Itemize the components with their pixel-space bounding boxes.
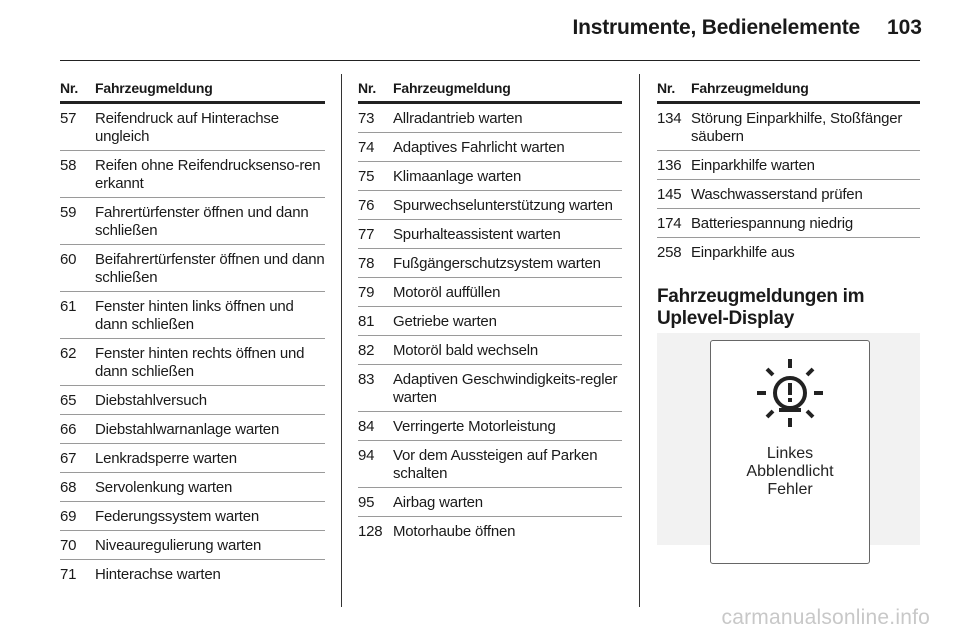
message-text: Einparkhilfe aus (691, 244, 795, 261)
message-text: Verringerte Motorleistung (393, 418, 556, 435)
message-row (60, 531, 325, 560)
message-row (60, 415, 325, 444)
message-number: 61 (60, 298, 77, 315)
message-text: Fußgängerschutzsystem warten (393, 255, 601, 272)
message-number: 134 (657, 110, 682, 127)
message-number: 74 (358, 139, 375, 156)
message-number: 58 (60, 157, 77, 174)
message-number: 67 (60, 450, 77, 467)
message-text: Allradantrieb warten (393, 110, 523, 127)
message-row (60, 473, 325, 502)
page-number: 103 (886, 16, 922, 39)
message-number: 258 (657, 244, 682, 261)
section-heading (657, 286, 920, 330)
message-row (358, 517, 622, 545)
message-text: Waschwasserstand prüfen (691, 186, 863, 203)
message-text: Motoröl bald wechseln (393, 342, 539, 359)
message-number: 84 (358, 418, 375, 435)
message-row (60, 104, 325, 151)
message-row (60, 502, 325, 531)
message-row (358, 191, 622, 220)
message-rows (358, 104, 622, 545)
message-text: Spurwechselunterstützung warten (393, 197, 613, 214)
message-row (358, 441, 622, 488)
message-text: Federungssystem warten (95, 508, 260, 525)
message-row (657, 238, 920, 266)
message-number: 65 (60, 392, 77, 409)
message-number: 66 (60, 421, 77, 438)
message-number: 68 (60, 479, 77, 496)
message-number: 136 (657, 157, 682, 174)
message-text: Spurhalteassistent warten (393, 226, 561, 243)
message-text: Servolenkung warten (95, 479, 233, 496)
message-number: 75 (358, 168, 375, 185)
message-text: Diebstahlwarnanlage warten (95, 421, 280, 438)
message-table-column-1 (60, 80, 325, 588)
display-message-line: Fehler (767, 481, 813, 498)
uplevel-display-illustration (657, 333, 920, 545)
message-text: Hinterachse warten (95, 566, 221, 583)
message-row (358, 133, 622, 162)
message-number: 145 (657, 186, 682, 203)
message-number: 128 (358, 523, 383, 540)
message-row (60, 444, 325, 473)
message-row (358, 220, 622, 249)
message-text: Klimaanlage warten (393, 168, 522, 185)
message-row (60, 386, 325, 415)
message-row (60, 560, 325, 588)
message-row (657, 209, 920, 238)
message-row (358, 336, 622, 365)
message-number: 62 (60, 345, 77, 362)
message-text: Diebstahlversuch (95, 392, 207, 409)
message-text: Batteriespannung niedrig (691, 215, 853, 232)
message-text: Fenster hinten links öffnen und dann schließen (95, 298, 294, 333)
message-row (60, 245, 325, 292)
message-row (60, 292, 325, 339)
message-row (60, 151, 325, 198)
message-number: 76 (358, 197, 375, 214)
message-row (657, 104, 920, 151)
message-number: 59 (60, 204, 77, 221)
message-number: 95 (358, 494, 375, 511)
display-message-line: Linkes (766, 445, 814, 462)
column-divider (639, 74, 640, 607)
message-number: 82 (358, 342, 375, 359)
display-screen (710, 340, 870, 564)
message-number: 94 (358, 447, 375, 464)
message-rows (657, 104, 920, 266)
message-table-column-3 (657, 80, 920, 330)
watermark-text: carmanualsonline.info (721, 606, 930, 629)
message-text: Reifen ohne Reifendrucksenso-ren erkannt (95, 157, 321, 192)
message-row (60, 339, 325, 386)
table-header (358, 80, 622, 104)
message-number: 78 (358, 255, 375, 272)
message-row (358, 365, 622, 412)
message-text: Beifahrertürfenster öffnen und dann schließen (95, 251, 325, 286)
message-text: Motorhaube öffnen (393, 523, 516, 540)
section-heading-line: Uplevel-Display (657, 308, 794, 329)
message-row (358, 162, 622, 191)
message-row (358, 412, 622, 441)
header-nr: Nr. (60, 80, 79, 96)
message-number: 71 (60, 566, 77, 583)
headlight-fault-icon (755, 357, 825, 429)
message-number: 83 (358, 371, 375, 388)
message-row (657, 180, 920, 209)
message-text: Adaptiven Geschwindigkeits-regler warten (393, 371, 618, 406)
message-number: 73 (358, 110, 375, 127)
message-text: Einparkhilfe warten (691, 157, 815, 174)
message-number: 57 (60, 110, 77, 127)
message-text: Getriebe warten (393, 313, 497, 330)
message-table-column-2 (358, 80, 622, 545)
message-text: Vor dem Aussteigen auf Parken schalten (393, 447, 598, 482)
page-header-title: Instrumente, Bedienelemente (572, 16, 860, 39)
message-text: Adaptives Fahrlicht warten (393, 139, 565, 156)
header-nr: Nr. (657, 80, 676, 96)
message-text: Niveauregulierung warten (95, 537, 262, 554)
message-text: Fenster hinten rechts öffnen und dann schließen (95, 345, 305, 380)
table-header (657, 80, 920, 104)
table-header (60, 80, 325, 104)
message-row (358, 278, 622, 307)
message-row (60, 198, 325, 245)
column-divider (341, 74, 342, 607)
header-rule (60, 60, 920, 61)
message-row (358, 307, 622, 336)
header-nr: Nr. (358, 80, 377, 96)
message-rows (60, 104, 325, 588)
message-number: 70 (60, 537, 77, 554)
message-number: 77 (358, 226, 375, 243)
message-number: 69 (60, 508, 77, 525)
section-heading-line: Fahrzeugmeldungen im (657, 286, 865, 307)
message-number: 79 (358, 284, 375, 301)
message-number: 174 (657, 215, 682, 232)
header-message: Fahrzeugmeldung (691, 80, 809, 96)
header-message: Fahrzeugmeldung (393, 80, 511, 96)
message-row (358, 249, 622, 278)
message-text: Airbag warten (393, 494, 483, 511)
message-text: Reifendruck auf Hinterachse ungleich (95, 110, 279, 145)
header-message: Fahrzeugmeldung (95, 80, 213, 96)
message-number: 81 (358, 313, 375, 330)
message-text: Lenkradsperre warten (95, 450, 237, 467)
message-row (358, 104, 622, 133)
message-text: Störung Einparkhilfe, Stoßfänger säubern (691, 110, 903, 145)
message-row (358, 488, 622, 517)
message-text: Motoröl auffüllen (393, 284, 501, 301)
display-message-line: Abblendlicht (746, 463, 834, 480)
message-number: 60 (60, 251, 77, 268)
message-row (657, 151, 920, 180)
message-text: Fahrertürfenster öffnen und dann schließen (95, 204, 309, 239)
